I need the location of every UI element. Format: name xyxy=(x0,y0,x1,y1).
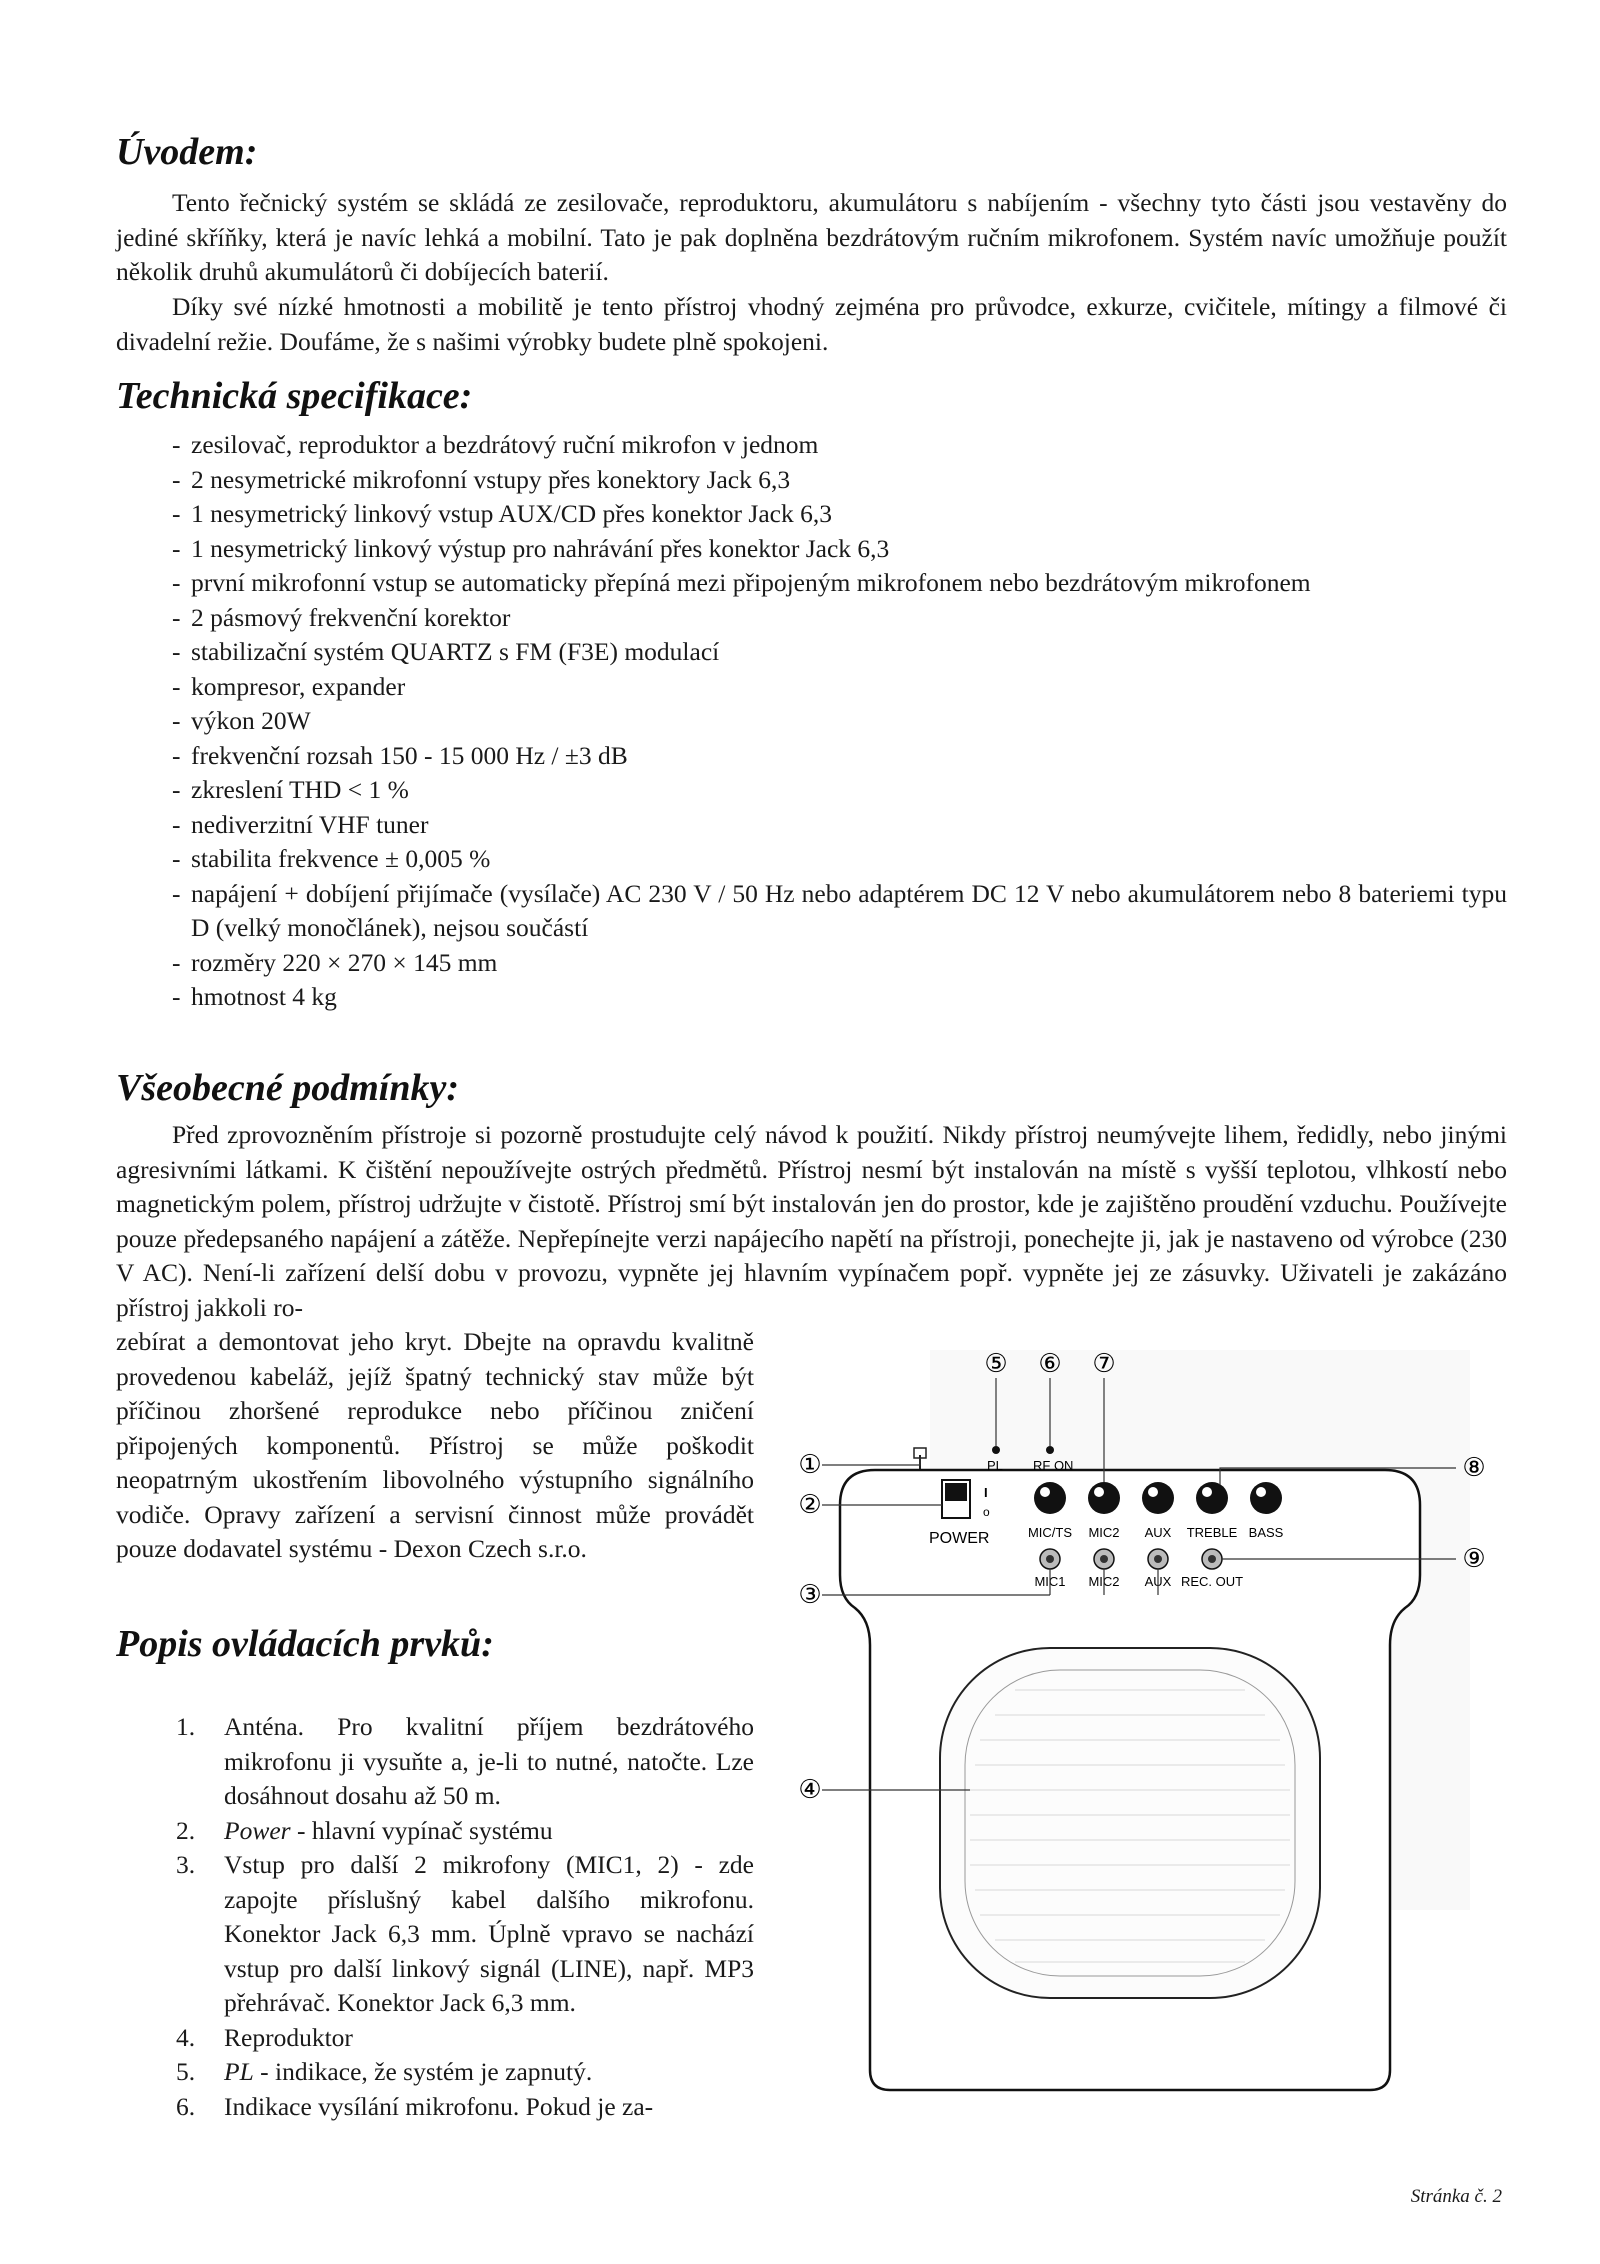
general-paragraph-1: Před zprovozněním přístroje si pozorně prostudujte celý návod k použití. Nikdy přístroj neumývejte lihem, ředidly, nebo jinými agresivními látkami. K čištění nepoužívejte ostrých předmětů. Přístroj nesmí být instalován na místě s vyšší teplotou, vlhkostí nebo magnetickým polem, přístroj udržujte v čistotě. Přístroj smí být instalován jen do prostor, kde je zajištěno proudění vzduchu. Používejte pouze předepsaného napájení a zátěže. Nepřepínejte verzi napájecího napětí na přístroji, ponechejte ji, jak je nastaveno od výrobce (230 V AC). Není-li zařízení delší dobu v provozu, vypněte jej hlavním vypínačem popř. vypněte jej ze zásuvky. Uživateli je zakázáno přístroj jakkoli ro- xyxy=(116,1120,1507,1322)
switch-off-label: o xyxy=(983,1505,990,1519)
control-item xyxy=(164,1710,754,1814)
spec-list xyxy=(172,428,1507,1015)
controls-list xyxy=(164,1710,754,2124)
control-text: Indikace vysílání mikrofonu. Pokud je za- xyxy=(224,2091,654,2121)
control-term: Power xyxy=(224,1815,291,1845)
control-item xyxy=(164,1814,754,1849)
callout-7: ⑦ xyxy=(1092,1348,1116,1378)
spec-item: - nediverzitní VHF tuner xyxy=(172,808,1507,843)
spec-item: - stabilizační systém QUARTZ s FM (F3E) modulací xyxy=(172,635,1507,670)
spec-item: - zesilovač, reproduktor a bezdrátový ruční mikrofon v jednom xyxy=(172,428,1507,463)
spec-item: - výkon 20W xyxy=(172,704,1507,739)
intro-paragraph-2: Díky své nízké hmotnosti a mobilitě je tento přístroj vhodný zejména pro průvodce, exkurze, cvičitele, mítingy a filmové či divadelní režie. Doufáme, že s našimi výrobky budete plně spokojeni. xyxy=(116,292,1507,356)
callout-4: ④ xyxy=(798,1774,822,1804)
callout-5: ⑤ xyxy=(984,1348,1008,1378)
intro-paragraph-1: Tento řečnický systém se skládá ze zesilovače, reproduktoru, akumulátoru s nabíjením - všechny tyto části jsou vestavěny do jediné skříňky, která je navíc lehká a mobilní. Tato je pak doplněna bezdrátovým ručním mikrofonem. Systém navíc umožňuje použít několik druhů akumulátorů či dobíjecích baterií. xyxy=(116,188,1507,286)
knob-treble xyxy=(1196,1482,1228,1514)
jack-mic2 xyxy=(1094,1549,1114,1569)
control-item xyxy=(164,2055,754,2090)
control-term: PL xyxy=(224,2057,254,2086)
control-item xyxy=(164,1848,754,2021)
aux-jack-label: AUX xyxy=(1144,1574,1172,1589)
knob-bass xyxy=(1250,1482,1282,1514)
spec-item: - kompresor, expander xyxy=(172,670,1507,705)
callout-1: ① xyxy=(798,1449,822,1479)
page-number: Stránka č. 2 xyxy=(1410,2186,1502,2207)
knob-mic2 xyxy=(1088,1482,1120,1514)
speaker-icon xyxy=(940,1648,1320,1998)
control-number: 6. xyxy=(176,2091,196,2121)
control-text: Anténa. Pro kvalitní příjem bezdrátového mikrofonu ji vysuňte a, je-li to nutné, natočte. Lze dosáhnout dosahu až 50 m. xyxy=(224,1712,754,1810)
rf-on-label: RF ON xyxy=(1033,1458,1074,1473)
spec-item: - napájení + dobíjení přijímače (vysílače) AC 230 V / 50 Hz nebo adaptérem DC 12 V nebo akumulátorem nebo 8 bateriemi typu D (velký monočlánek), nejsou součástí xyxy=(172,877,1507,946)
spec-item: - stabilita frekvence ± 0,005 % xyxy=(172,842,1507,877)
rec-out-label: REC. OUT xyxy=(1180,1574,1244,1589)
callout-9: ⑨ xyxy=(1462,1543,1486,1573)
mic1-jack-label: MIC1 xyxy=(1034,1574,1066,1589)
spec-item: - frekvenční rozsah 150 - 15 000 Hz / ±3 dB xyxy=(172,739,1507,774)
mic-ts-label: MIC/TS xyxy=(1027,1525,1073,1540)
spec-item: - zkreslení THD < 1 % xyxy=(172,773,1507,808)
rf-on-led xyxy=(1046,1446,1054,1454)
callout-3: ③ xyxy=(798,1579,822,1609)
treble-label: TREBLE xyxy=(1186,1525,1238,1540)
device-diagram xyxy=(780,1330,1530,2120)
control-text: Vstup pro další 2 mikrofony (MIC1, 2) - zde zapojte příslušný kabel dalšího mikrofonu. Konektor Jack 6,3 mm. Úplně vpravo se nachází vstup pro další linkový signál (LINE), např. MP3 přehrávač. Konektor Jack 6,3 mm. xyxy=(224,1850,754,2017)
jack-mic1 xyxy=(1040,1549,1060,1569)
jack-aux xyxy=(1148,1549,1168,1569)
controls-heading: Popis ovládacích prvků: xyxy=(116,1623,494,1665)
intro-heading: Úvodem: xyxy=(116,131,258,173)
control-text: Reproduktor xyxy=(224,2022,353,2052)
control-number: 3. xyxy=(176,1850,196,1879)
general-heading: Všeobecné podmínky: xyxy=(116,1067,460,1109)
control-text: - indikace, že systém je zapnutý. xyxy=(253,2057,593,2086)
mic2-label: MIC2 xyxy=(1088,1525,1120,1540)
callout-2: ② xyxy=(798,1489,822,1519)
callout-8: ⑧ xyxy=(1462,1452,1486,1482)
general-paragraph-2: zebírat a demontovat jeho kryt. Dbejte na opravdu kvalitně provedenou kabeláž, jejíž špatný technický stav může být příčinou zhoršené reprodukce nebo příčinou zničení připojených komponentů. Přístroj se může poškodit neopatrným ukostřením libovolného výstupního signálního vodiče. Opravy zařízení a servisní činnost může provádět pouze dodavatel systému - Dexon Czech s.r.o. xyxy=(116,1327,754,1563)
control-item xyxy=(164,2021,754,2056)
power-label: POWER xyxy=(929,1530,990,1547)
spec-item: - rozměry 220 × 270 × 145 mm xyxy=(172,946,1507,981)
jack-rec-out xyxy=(1202,1549,1222,1569)
callout-6: ⑥ xyxy=(1038,1348,1062,1378)
control-item xyxy=(164,2090,754,2125)
spec-item: - 1 nesymetrický linkový výstup pro nahrávání přes konektor Jack 6,3 xyxy=(172,532,1507,567)
knob-aux xyxy=(1142,1482,1174,1514)
control-text: - hlavní vypínač systému xyxy=(290,1815,553,1845)
control-number: 1. xyxy=(176,1712,196,1741)
switch-on-label: I xyxy=(984,1485,988,1500)
knob-mic-ts xyxy=(1034,1482,1066,1514)
spec-item: - 2 pásmový frekvenční korektor xyxy=(172,601,1507,636)
spec-item: - hmotnost 4 kg xyxy=(172,980,1507,1015)
spec-item: - první mikrofonní vstup se automaticky přepíná mezi připojeným mikrofonem nebo bezdrátovým mikrofonem xyxy=(172,566,1507,601)
spec-heading: Technická specifikace: xyxy=(116,375,473,417)
aux-label: AUX xyxy=(1144,1525,1172,1540)
control-number: 5. xyxy=(176,2057,196,2086)
spec-item: - 1 nesymetrický linkový vstup AUX/CD přes konektor Jack 6,3 xyxy=(172,497,1507,532)
pl-led xyxy=(992,1446,1000,1454)
bass-label: BASS xyxy=(1248,1525,1284,1540)
control-number: 2. xyxy=(176,1815,196,1845)
spec-item: - 2 nesymetrické mikrofonní vstupy přes konektory Jack 6,3 xyxy=(172,463,1507,498)
mic2-jack-label: MIC2 xyxy=(1088,1574,1120,1589)
control-number: 4. xyxy=(176,2022,196,2052)
pl-label: PL xyxy=(987,1458,1003,1473)
